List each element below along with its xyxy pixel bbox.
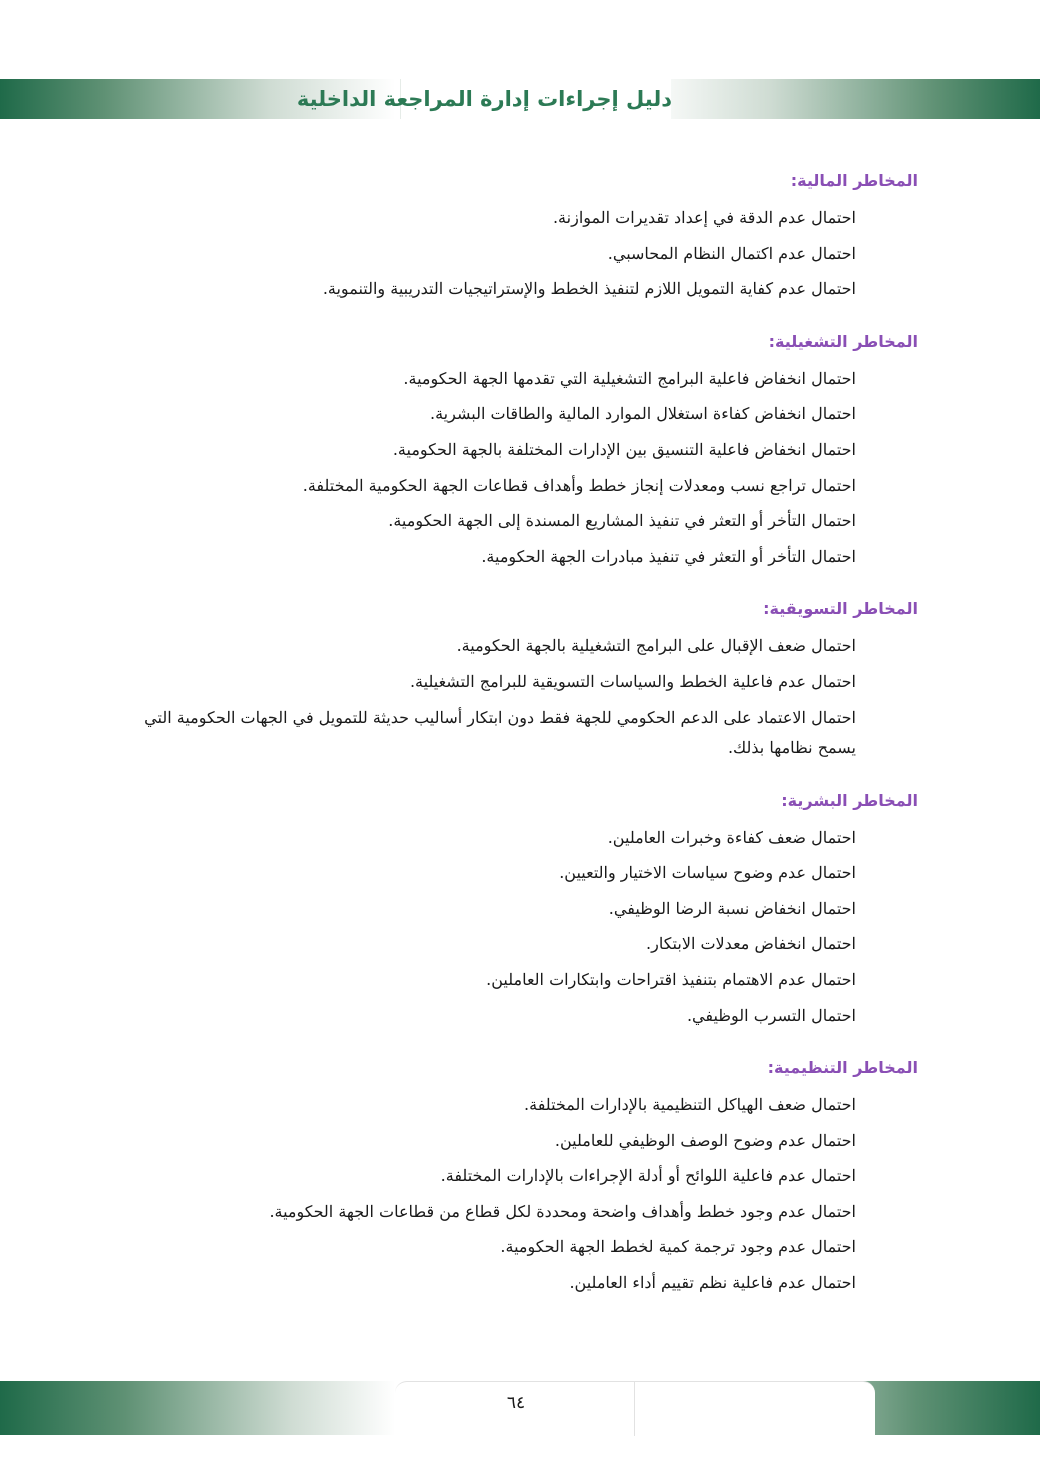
- list-item: احتمال عدم وجود خطط وأهداف واضحة ومحددة لكل قطاع من قطاعات الجهة الحكومية.: [269, 1201, 856, 1221]
- risk-list: [118, 628, 918, 765]
- list-item: احتمال عدم فاعلية نظم تقييم أداء العاملين.: [569, 1273, 856, 1293]
- list-item: احتمال التأخر أو التعثر في تنفيذ مبادرات الجهة الحكومية.: [481, 546, 856, 566]
- list-item: احتمال ضعف الإقبال على البرامج التشغيلية بالجهة الحكومية.: [456, 636, 856, 656]
- list-item: احتمال عدم وضوح سياسات الاختيار والتعيين.: [559, 863, 856, 883]
- header-band: [0, 79, 1040, 119]
- section-heading: المخاطر البشرية:: [781, 790, 918, 810]
- section-heading: المخاطر التشغيلية:: [768, 331, 918, 351]
- list-item: احتمال عدم وجود ترجمة كمية لخطط الجهة الحكومية.: [500, 1237, 856, 1257]
- risk-list: [118, 361, 918, 575]
- section-organizational-risks: [118, 1053, 918, 1301]
- page-number: ٦٤: [506, 1393, 526, 1413]
- section-heading: المخاطر المالية:: [790, 171, 918, 190]
- page-content: [118, 166, 918, 1321]
- list-item: احتمال عدم الاهتمام بتنفيذ اقتراحات وابتكارات العاملين.: [486, 969, 856, 989]
- risk-list: [118, 820, 918, 1034]
- list-item: احتمال انخفاض نسبة الرضا الوظيفي.: [608, 898, 856, 918]
- list-item: احتمال عدم فاعلية الخطط والسياسات التسويقية للبرامج التشغيلية.: [409, 671, 856, 691]
- list-item: احتمال ضعف كفاءة وخبرات العاملين.: [607, 827, 856, 847]
- list-item: احتمال انخفاض فاعلية البرامج التشغيلية التي تقدمها الجهة الحكومية.: [403, 368, 856, 388]
- section-financial-risks: [118, 166, 918, 307]
- list-item: احتمال ضعف الهياكل التنظيمية بالإدارات المختلفة.: [524, 1095, 856, 1115]
- list-item: احتمال التسرب الوظيفي.: [686, 1005, 856, 1025]
- section-human-risks: [118, 786, 918, 1034]
- section-heading: المخاطر التنظيمية:: [767, 1058, 918, 1078]
- section-operational-risks: [118, 327, 918, 575]
- list-item: احتمال عدم كفاية التمويل اللازم لتنفيذ الخطط والإستراتيجيات التدريبية والتنموية.: [322, 279, 856, 299]
- list-item: احتمال انخفاض معدلات الابتكار.: [646, 934, 856, 954]
- list-item: احتمال التأخر أو التعثر في تنفيذ المشاريع المسندة إلى الجهة الحكومية.: [388, 511, 856, 531]
- section-marketing-risks: [118, 594, 918, 765]
- list-item: احتمال الاعتماد على الدعم الحكومي للجهة فقط دون ابتكار أساليب حديثة للتمويل في الجهات الحكومية التي يسمح نظامها بذلك.: [144, 707, 856, 757]
- document-title: دليل إجراءات إدارة المراجعة الداخلية: [296, 87, 672, 111]
- section-heading: المخاطر التسويقية:: [763, 599, 918, 619]
- list-item: احتمال عدم وضوح الوصف الوظيفي للعاملين.: [554, 1130, 856, 1150]
- risk-list: [118, 1087, 918, 1301]
- list-item: احتمال عدم الدقة في إعداد تقديرات الموازنة.: [552, 208, 856, 227]
- list-item: احتمال عدم اكتمال النظام المحاسبي.: [607, 243, 856, 263]
- list-item: احتمال تراجع نسب ومعدلات إنجاز خطط وأهداف قطاعات الجهة الحكومية المختلفة.: [302, 475, 856, 495]
- list-item: احتمال انخفاض فاعلية التنسيق بين الإدارات المختلفة بالجهة الحكومية.: [392, 439, 856, 459]
- list-item: احتمال عدم فاعلية اللوائح أو أدلة الإجراءات بالإدارات المختلفة.: [440, 1166, 856, 1186]
- list-item: احتمال انخفاض كفاءة استغلال الموارد المالية والطاقات البشرية.: [430, 404, 856, 424]
- risk-list: [118, 200, 918, 307]
